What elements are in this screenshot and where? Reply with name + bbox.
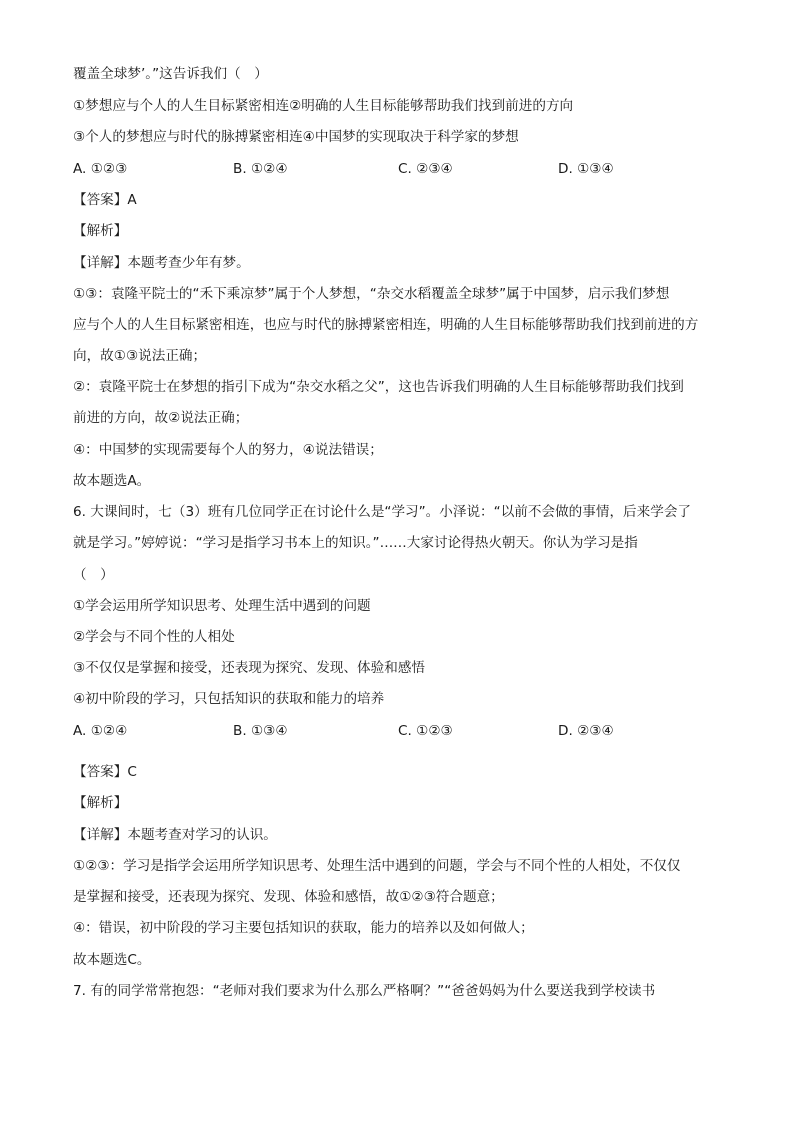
q5-option-a: A. ①②③: [73, 161, 128, 177]
q5-statements-3-4: ③个人的梦想应与时代的脉搏紧密相连④中国梦的实现取决于科学家的梦想: [73, 129, 519, 145]
q6-analysis-title: 【解析】: [73, 795, 128, 811]
q6-conclusion: 故本题选C。: [73, 952, 151, 968]
q5-option-b: B. ①②④: [233, 161, 288, 177]
q6-answer: 【答案】C: [73, 764, 137, 780]
q6-option-d: D. ②③④: [558, 723, 614, 739]
q5-explanation-line: ④：中国梦的实现需要每个人的努力，④说法错误；: [73, 442, 383, 458]
q7-stem-line: 7. 有的同学常常抱怨：“老师对我们要求为什么那么严格啊？”“爸爸妈妈为什么要送我到学校读书: [73, 983, 656, 999]
q5-option-d: D. ①③④: [558, 161, 614, 177]
q6-option-c: C. ①②③: [398, 723, 453, 739]
q6-stem-line: 就是学习。”婷婷说：“学习是指学习书本上的知识。”……大家讨论得热火朝天。你认为学习是指: [73, 535, 638, 551]
q5-explanation-line: ①③：袁隆平院士的“禾下乘凉梦”属于个人梦想，“杂交水稻覆盖全球梦”属于中国梦，启示我们梦想: [73, 286, 670, 302]
q5-conclusion: 故本题选A。: [73, 473, 151, 489]
q6-options: [73, 721, 713, 741]
q5-detail: 【详解】本题考查少年有梦。: [73, 255, 250, 271]
q6-option-a: A. ①②④: [73, 723, 128, 739]
q6-stem-bracket: （ ）: [73, 567, 114, 583]
q5-analysis-title: 【解析】: [73, 223, 128, 239]
q5-explanation-line: ②：袁隆平院士在梦想的指引下成为“杂交水稻之父”，这也告诉我们明确的人生目标能够帮助我们找到: [73, 379, 684, 395]
q6-statement: ①学会运用所学知识思考、处理生活中遇到的问题: [73, 598, 371, 614]
q5-explanation-line: 应与个人的人生目标紧密相连，也应与时代的脉搏紧密相连，明确的人生目标能够帮助我们找到前进的方: [73, 317, 699, 333]
q5-explanation-line: 向，故①③说法正确；: [73, 348, 207, 364]
q5-stem-tail: 覆盖全球梦’。”这告诉我们（ ）: [73, 66, 268, 82]
q6-explanation-line: 是掌握和接受，还表现为探究、发现、体验和感悟，故①②③符合题意；: [73, 889, 504, 905]
q6-explanation-line: ④：错误，初中阶段的学习主要包括知识的获取，能力的培养以及如何做人；: [73, 920, 534, 936]
q5-statements-1-2: ①梦想应与个人的人生目标紧密相连②明确的人生目标能够帮助我们找到前进的方向: [73, 98, 574, 114]
q6-statement: ③不仅仅是掌握和接受，还表现为探究、发现、体验和感悟: [73, 660, 426, 676]
q5-explanation-line: 前进的方向，故②说法正确；: [73, 410, 249, 426]
q5-answer: 【答案】A: [73, 192, 137, 208]
q5-options: [73, 159, 713, 179]
q6-statement: ②学会与不同个性的人相处: [73, 629, 235, 645]
q6-option-b: B. ①③④: [233, 723, 288, 739]
q6-detail: 【详解】本题考查对学习的认识。: [73, 827, 277, 843]
q6-stem-line: 6. 大课间时，七（3）班有几位同学正在讨论什么是“学习”。小泽说：“以前不会做的事情，后来学会了: [73, 504, 692, 520]
q6-explanation-line: ①②③：学习是指学会运用所学知识思考、处理生活中遇到的问题，学会与不同个性的人相处，不仅仅: [73, 858, 681, 874]
q5-option-c: C. ②③④: [398, 161, 453, 177]
q6-statement: ④初中阶段的学习，只包括知识的获取和能力的培养: [73, 691, 385, 707]
